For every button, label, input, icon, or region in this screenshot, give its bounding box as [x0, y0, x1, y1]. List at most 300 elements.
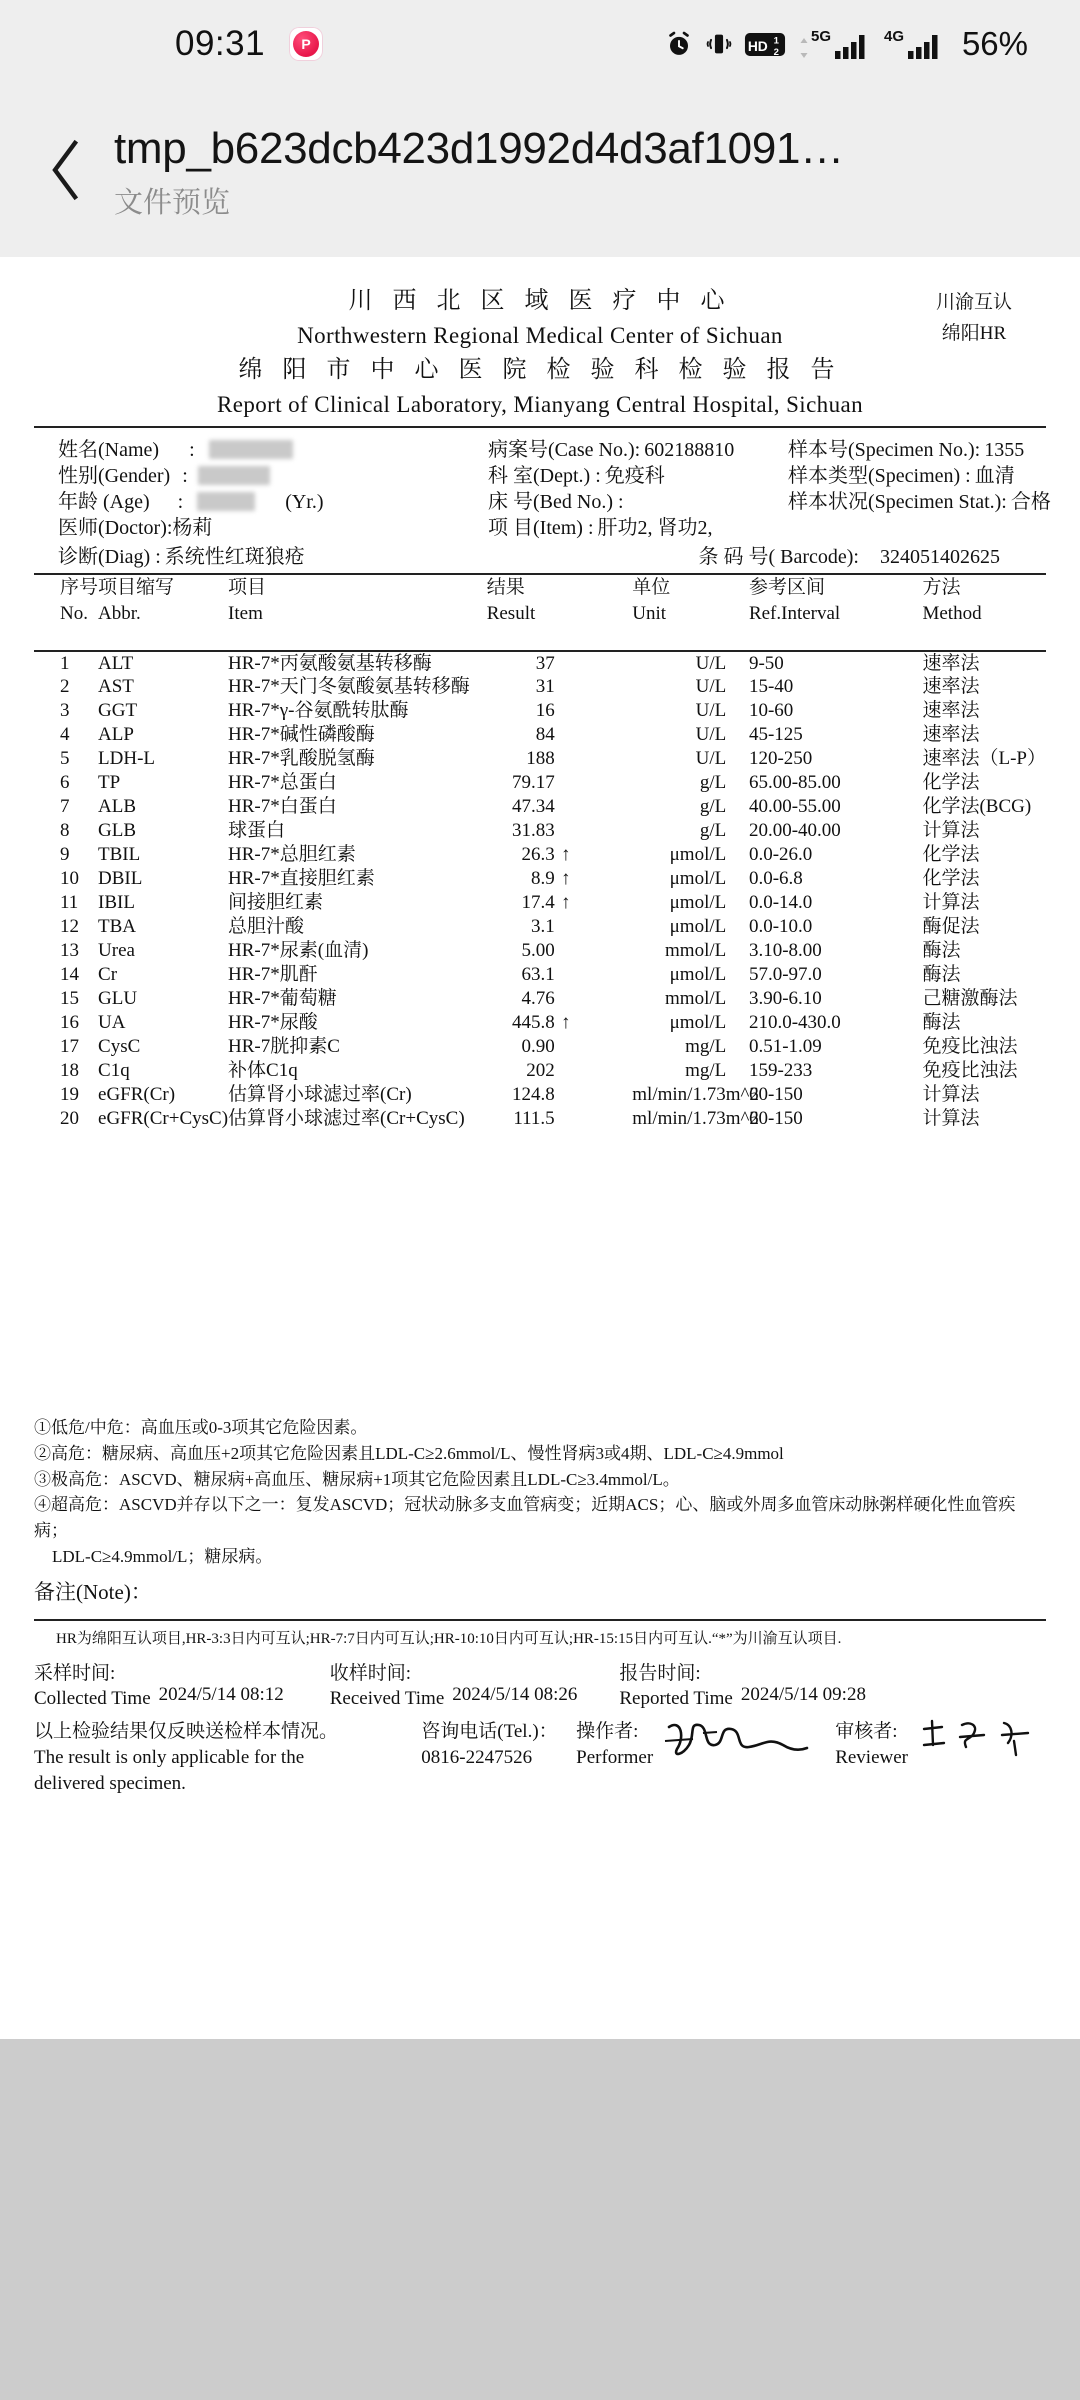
cell-result: [487, 1011, 633, 1035]
cell-ref: 65.00-85.00: [748, 772, 841, 794]
cell-item: HR-7*肌酐: [228, 964, 318, 986]
patient-name-redacted: [209, 440, 293, 459]
cell-abbr: eGFR(Cr): [98, 1084, 176, 1106]
th-result-en: Result: [486, 603, 536, 625]
reviewer-block: [835, 1719, 1046, 1798]
table-row: [34, 843, 1046, 867]
cell-item: HR-7*总蛋白: [228, 772, 337, 794]
cell-no: 7: [60, 796, 70, 818]
unit-value: μmol/L: [669, 868, 727, 890]
timestamps-row: [34, 1661, 1046, 1711]
table-body: [34, 651, 1046, 1131]
barcode-label: 条 码 号( Barcode):: [698, 546, 859, 569]
bed-no-field: [488, 489, 788, 515]
high-flag-icon: ↑: [560, 1012, 571, 1034]
table-row: [34, 771, 1046, 795]
times-spacer-1: [284, 1661, 330, 1711]
patient-age-field: [58, 489, 488, 515]
result-value: 202: [526, 1060, 555, 1082]
cell-item: HR-7*尿酸: [228, 1012, 318, 1034]
note-line-4b: LDL-C≥4.9mmol/L；糖尿病。: [52, 1547, 273, 1567]
performer-label: [576, 1719, 653, 1771]
cell-result: [487, 891, 633, 915]
cell-result: [487, 723, 633, 747]
mutual-recognition-line1: 川渝互认: [935, 292, 1012, 313]
table-row: [34, 867, 1046, 891]
cell-result: [487, 987, 633, 1011]
cell-item: HR-7*直接胆红素: [228, 868, 375, 890]
result-value: 0.90: [521, 1036, 555, 1058]
signal-5g-icon: [797, 27, 873, 61]
cell-abbr: GGT: [98, 700, 138, 722]
cell-method: 速率法: [922, 700, 980, 722]
patient-info-grid: [34, 428, 1051, 541]
result-value: 79.17: [511, 772, 555, 794]
unit-value: μmol/L: [669, 964, 727, 986]
status-time: 09:31: [175, 24, 266, 63]
patient-name-label: 姓名(Name): [58, 438, 160, 461]
page-title: tmp_b623dcb423d1992d4d3af1091…: [114, 124, 844, 173]
cell-abbr: GLU: [98, 988, 138, 1010]
cell-ref: 120-250: [748, 748, 813, 770]
alarm-clock-icon: [664, 29, 694, 59]
cell-unit: [632, 915, 749, 939]
cell-method: 免疫比浊法: [922, 1036, 1018, 1058]
collected-time-label-cn: 采样时间:: [34, 1662, 116, 1684]
note-label: 备注(Note)：: [34, 1579, 152, 1604]
cell-result: [487, 1059, 633, 1083]
disclaimer-en-2: delivered specimen.: [34, 1773, 186, 1795]
diagnosis-value: 系统性红斑狼疮: [164, 546, 305, 569]
table-row: [34, 963, 1046, 987]
specimen-stat-value: 合格: [1010, 490, 1051, 513]
th-method-en: Method: [922, 603, 982, 625]
cell-method: 酶法: [922, 940, 961, 962]
svg-text:5G: 5G: [810, 28, 831, 45]
cell-item: HR-7*葡萄糖: [228, 988, 337, 1010]
cell-no: 3: [60, 700, 70, 722]
item-value: 肝功2, 肾功2,: [597, 516, 713, 539]
th-item-en: Item: [228, 603, 263, 625]
cell-unit: [632, 771, 749, 795]
collected-time-block: [34, 1661, 284, 1711]
cell-abbr: Cr: [98, 964, 118, 986]
item-label: 项 目(Item) :: [488, 516, 594, 539]
report-footer: [34, 1719, 1046, 1798]
cell-result: [487, 699, 633, 723]
cell-abbr: TP: [98, 772, 121, 794]
hospital-name-en: Northwestern Regional Medical Center of Sichuan: [297, 323, 783, 348]
case-no-field: [488, 437, 788, 463]
result-value: 188: [526, 748, 555, 770]
svg-text:HD: HD: [747, 37, 768, 54]
table-row: [34, 1011, 1046, 1035]
cell-method: 化学法: [922, 844, 980, 866]
cell-ref: 60-150: [748, 1084, 803, 1106]
unit-value: U/L: [695, 748, 727, 770]
patient-age-unit: (Yr.): [285, 490, 324, 513]
disclaimer-cn: 以上检验结果仅反映送检样本情况。: [34, 1720, 339, 1742]
unit-value: ml/min/1.73m^2: [632, 1108, 759, 1130]
reviewer-label-cn: 审核者:: [835, 1720, 898, 1742]
unit-value: μmol/L: [669, 892, 727, 914]
cell-unit: [632, 843, 749, 867]
cell-abbr: AST: [98, 676, 134, 698]
bed-no-label: 床 号(Bed No.) :: [488, 490, 624, 513]
back-button[interactable]: [38, 133, 96, 213]
cell-ref: 0.0-14.0: [748, 892, 813, 914]
th-ref-cn: 参考区间: [748, 577, 825, 599]
th-ref-en: Ref.Interval: [748, 603, 841, 625]
doctor-label: 医师(Doctor):: [58, 516, 173, 539]
table-header-divider: [34, 627, 1046, 651]
cell-ref: 0.0-6.8: [748, 868, 803, 890]
cell-item: 补体C1q: [228, 1060, 298, 1082]
table-row: [34, 651, 1046, 675]
status-bar: [0, 0, 1080, 88]
cell-method: 计算法: [922, 892, 980, 914]
cell-abbr: eGFR(Cr+CysC): [98, 1108, 229, 1130]
item-field-spacer: [788, 515, 1051, 541]
cell-no: 14: [60, 964, 79, 986]
high-flag-icon: ↑: [560, 892, 571, 914]
cell-item: HR-7*γ-谷氨酰转肽酶: [228, 700, 409, 722]
diagnosis-row: [34, 541, 1046, 569]
reviewer-signature-icon: [916, 1715, 1046, 1767]
reviewer-label-en: Reviewer: [835, 1747, 908, 1769]
cell-unit: [632, 1083, 759, 1107]
cell-no: 2: [60, 676, 70, 698]
unit-value: U/L: [695, 700, 727, 722]
cell-unit: [632, 891, 749, 915]
patient-name-sep: :: [189, 438, 195, 461]
cell-abbr: GLB: [98, 820, 137, 842]
performer-block: [576, 1719, 809, 1798]
cell-no: 5: [60, 748, 70, 770]
cell-no: 18: [60, 1060, 79, 1082]
high-flag-icon: ↑: [560, 844, 571, 866]
table-row: [34, 1107, 1046, 1131]
table-row: [34, 795, 1046, 819]
cell-no: 1: [60, 652, 70, 674]
document-page: [0, 257, 1080, 2039]
cell-method: 计算法: [922, 820, 980, 842]
cell-unit: [632, 699, 749, 723]
cell-item: 间接胆红素: [228, 892, 324, 914]
case-no-label: 病案号(Case No.):: [488, 438, 641, 461]
cell-no: 20: [60, 1108, 79, 1130]
cell-item: HR-7胱抑素C: [228, 1036, 340, 1058]
received-time-label-cn: 收样时间:: [329, 1662, 412, 1684]
cell-method: 计算法: [922, 1108, 980, 1130]
cell-method: 化学法: [922, 772, 980, 794]
mutual-recognition-stamp: [936, 287, 1012, 350]
result-value: 4.76: [521, 988, 555, 1010]
report-title-en: Report of Clinical Laboratory, Mianyang Central Hospital, Sichuan: [216, 392, 863, 418]
hd-voice-icon: [744, 30, 786, 59]
cell-no: 11: [60, 892, 79, 914]
cell-ref: 10-60: [748, 700, 794, 722]
cell-abbr: C1q: [98, 1060, 130, 1082]
cell-no: 13: [60, 940, 79, 962]
patient-gender-sep: :: [182, 464, 188, 487]
table-row: [34, 987, 1046, 1011]
cell-method: 速率法: [922, 676, 980, 698]
hospital-name-cn: 川 西 北 区 域 医 疗 中 心: [348, 288, 732, 314]
cell-ref: 45-125: [748, 724, 803, 746]
reported-time-label-en: Reported Time: [619, 1687, 733, 1709]
cell-unit: [632, 939, 749, 963]
battery-percent: 56%: [961, 25, 1028, 62]
cell-item: HR-7*总胆红素: [228, 844, 356, 866]
cell-item: HR-7*碱性磷酸酶: [228, 724, 375, 746]
received-time-label-en: Received Time: [329, 1687, 445, 1709]
result-value: 5.00: [521, 940, 555, 962]
cell-no: 8: [60, 820, 70, 842]
header-divider: [34, 426, 1046, 428]
th-no-cn: 序号: [60, 577, 99, 599]
cell-method: 计算法: [922, 1084, 980, 1106]
cell-ref: 40.00-55.00: [748, 796, 841, 818]
cell-unit: [632, 819, 749, 843]
cell-unit: [632, 1035, 749, 1059]
tel-value: 0816-2247526: [421, 1747, 533, 1769]
notification-app-icon: [289, 27, 323, 61]
performer-label-en: Performer: [576, 1747, 654, 1769]
result-value: 124.8: [511, 1084, 555, 1106]
specimen-type-value: 血清: [974, 464, 1015, 487]
table-row: [34, 1035, 1046, 1059]
cell-result: [487, 747, 633, 771]
cell-method: 速率法: [922, 652, 980, 674]
cell-result: [487, 915, 633, 939]
cell-result: [487, 939, 633, 963]
collected-time-value: 2024/5/14 08:12: [158, 1683, 284, 1705]
table-row: [34, 747, 1046, 771]
table-row: [34, 819, 1046, 843]
cell-abbr: TBIL: [98, 844, 141, 866]
cell-item: HR-7*乳酸脱氢酶: [228, 748, 375, 770]
cell-ref: 0.0-10.0: [748, 916, 813, 938]
cell-ref: 0.51-1.09: [748, 1036, 822, 1058]
table-header-row-cn: [34, 575, 1046, 601]
performer-signature-icon: [659, 1715, 809, 1769]
signal-4g-icon: [884, 27, 946, 61]
cell-no: 10: [60, 868, 79, 890]
cell-abbr: Urea: [98, 940, 135, 962]
lab-results-table: [34, 575, 1046, 1131]
app-header-bar: [0, 88, 1080, 257]
cell-ref: 210.0-430.0: [748, 1012, 841, 1034]
result-value: 37: [535, 652, 555, 674]
cell-no: 9: [60, 844, 70, 866]
cell-method: 化学法: [922, 868, 980, 890]
received-time-label: [330, 1661, 445, 1711]
th-no-en: No.: [60, 603, 88, 625]
cell-method: 酶法: [922, 964, 961, 986]
cell-abbr: UA: [98, 1012, 126, 1034]
unit-value: μmol/L: [669, 916, 727, 938]
cell-method: 化学法(BCG): [922, 796, 1032, 818]
svg-text:1: 1: [773, 35, 779, 47]
table-row: [34, 723, 1046, 747]
cell-method: 己糖激酶法: [922, 988, 1018, 1010]
report-title-cn: 绵 阳 市 中 心 医 院 检 验 科 检 验 报 告: [238, 357, 842, 384]
unit-value: μmol/L: [669, 844, 727, 866]
cell-method: 速率法: [922, 724, 980, 746]
result-value: 17.4: [521, 892, 555, 914]
cell-no: 15: [60, 988, 79, 1010]
cell-item: 总胆汁酸: [228, 916, 305, 938]
note-line-3: ③极高危：ASCVD、糖尿病+高血压、糖尿病+1项其它危险因素且LDL-C≥3.4mmol/L。: [34, 1469, 680, 1489]
hr-mutual-note: HR为绵阳互认项目,HR-3:3日内可互认;HR-7:7日内可互认;HR-10:10日内可互认;HR-15:15日内可互认.“*”为川渝互认项目.: [34, 1619, 1046, 1651]
patient-age-label: 年龄 (Age): [58, 490, 150, 513]
cell-ref: 20.00-40.00: [748, 820, 841, 842]
dept-field: [488, 463, 788, 489]
specimen-stat-field: [788, 489, 1051, 515]
result-value: 16: [535, 700, 555, 722]
th-item-cn: 项目: [228, 577, 267, 599]
result-value: 3.1: [530, 916, 555, 938]
cell-result: [487, 843, 633, 867]
cell-ref: 159-233: [748, 1060, 813, 1082]
received-time-value: 2024/5/14 08:26: [452, 1683, 578, 1705]
table-header-row-en: [34, 601, 1046, 627]
unit-value: U/L: [695, 724, 727, 746]
reported-time-value: 2024/5/14 09:28: [740, 1683, 866, 1705]
dept-value: 免疫科: [604, 464, 665, 487]
unit-value: μmol/L: [669, 1012, 727, 1034]
reviewer-label: [835, 1719, 908, 1771]
result-value: 31: [535, 676, 555, 698]
result-value: 111.5: [513, 1108, 555, 1130]
cell-item: HR-7*丙氨酸氨基转移酶: [228, 652, 432, 674]
cell-item: 估算肾小球滤过率(Cr+CysC): [228, 1108, 465, 1130]
th-method-cn: 方法: [922, 577, 961, 599]
case-no-value: 602188810: [644, 438, 735, 461]
unit-value: g/L: [699, 820, 727, 842]
cell-no: 6: [60, 772, 70, 794]
specimen-type-label: 样本类型(Specimen) :: [788, 464, 971, 487]
cell-abbr: DBIL: [98, 868, 143, 890]
cell-abbr: LDH-L: [98, 748, 155, 770]
reported-time-block: [619, 1661, 866, 1711]
cell-result: [487, 675, 633, 699]
disclaimer-block: [34, 1719, 421, 1798]
th-abbr-en: Abbr.: [98, 603, 141, 625]
cell-result: [487, 867, 633, 891]
app-badge-glyph: P: [293, 31, 319, 57]
result-value: 445.8: [511, 1012, 555, 1034]
cell-ref: 3.90-6.10: [748, 988, 822, 1010]
cell-unit: [632, 651, 749, 675]
cell-no: 4: [60, 724, 70, 746]
report-notes: [34, 1415, 1046, 1797]
vibrate-icon: [705, 30, 733, 58]
cell-method: 酶法: [922, 1012, 961, 1034]
cell-method: 免疫比浊法: [922, 1060, 1018, 1082]
cell-unit: [632, 1059, 749, 1083]
patient-gender-redacted: [198, 466, 270, 485]
header-title-group: [114, 124, 844, 221]
table-row: [34, 939, 1046, 963]
cell-result: [487, 795, 633, 819]
unit-value: ml/min/1.73m^2: [632, 1084, 759, 1106]
cell-abbr: IBIL: [98, 892, 135, 914]
cell-ref: 9-50: [748, 652, 784, 674]
cell-ref: 15-40: [748, 676, 794, 698]
cell-result: [487, 651, 633, 675]
patient-age-redacted: [197, 492, 255, 511]
result-value: 63.1: [521, 964, 555, 986]
unit-value: mmol/L: [665, 940, 727, 962]
cell-no: 19: [60, 1084, 79, 1106]
cell-result: [487, 819, 633, 843]
unit-value: g/L: [699, 772, 727, 794]
cell-ref: 60-150: [748, 1108, 803, 1130]
patient-gender-label: 性别(Gender): [58, 464, 171, 487]
patient-name-field: [58, 437, 488, 463]
high-flag-icon: ↑: [560, 868, 571, 890]
diagnosis-label: 诊断(Diag) :: [58, 546, 161, 569]
cell-ref: 3.10-8.00: [748, 940, 822, 962]
result-value: 8.9: [530, 868, 555, 890]
cell-abbr: ALT: [98, 652, 134, 674]
cell-result: [487, 1083, 633, 1107]
note-line-2: ②高危：糖尿病、高血压+2项其它危险因素且LDL-C≥2.6mmol/L、慢性肾病3或4期、LDL-C≥4.9mmol: [34, 1443, 784, 1463]
table-row: [34, 699, 1046, 723]
specimen-no-value: 1355: [984, 438, 1025, 461]
cell-unit: [632, 1011, 749, 1035]
cell-unit: [632, 867, 749, 891]
reported-time-label-cn: 报告时间:: [619, 1662, 701, 1684]
received-time-block: [330, 1661, 578, 1711]
cell-result: [487, 771, 633, 795]
cell-abbr: TBA: [98, 916, 137, 938]
table-row: [34, 915, 1046, 939]
reported-time-label: [619, 1661, 732, 1711]
table-row: [34, 1059, 1046, 1083]
cell-unit: [632, 963, 749, 987]
tel-block: [421, 1719, 576, 1798]
cell-method: 速率法（L-P）: [922, 748, 1046, 770]
unit-value: U/L: [695, 652, 727, 674]
th-unit-en: Unit: [632, 603, 667, 625]
cell-abbr: ALB: [98, 796, 137, 818]
cell-ref: 0.0-26.0: [748, 844, 813, 866]
cell-result: [487, 1035, 633, 1059]
th-unit-cn: 单位: [632, 577, 671, 599]
cell-no: 17: [60, 1036, 79, 1058]
cell-ref: 57.0-97.0: [748, 964, 822, 986]
cell-unit: [632, 675, 749, 699]
result-value: 84: [535, 724, 555, 746]
table-row: [34, 891, 1046, 915]
patient-age-sep: :: [177, 490, 184, 513]
cell-item: 估算肾小球滤过率(Cr): [228, 1084, 412, 1106]
cell-result: [487, 963, 633, 987]
cell-item: HR-7*白蛋白: [228, 796, 337, 818]
table-row: [34, 1083, 1046, 1107]
cell-item: 球蛋白: [228, 820, 286, 842]
result-value: 47.34: [511, 796, 555, 818]
cell-unit: [632, 1107, 759, 1131]
barcode-field: [698, 540, 1046, 569]
mutual-recognition-line2: 绵阳HR: [941, 323, 1007, 345]
status-icons: [664, 25, 1028, 63]
item-field: [488, 515, 788, 541]
result-value: 31.83: [511, 820, 555, 842]
